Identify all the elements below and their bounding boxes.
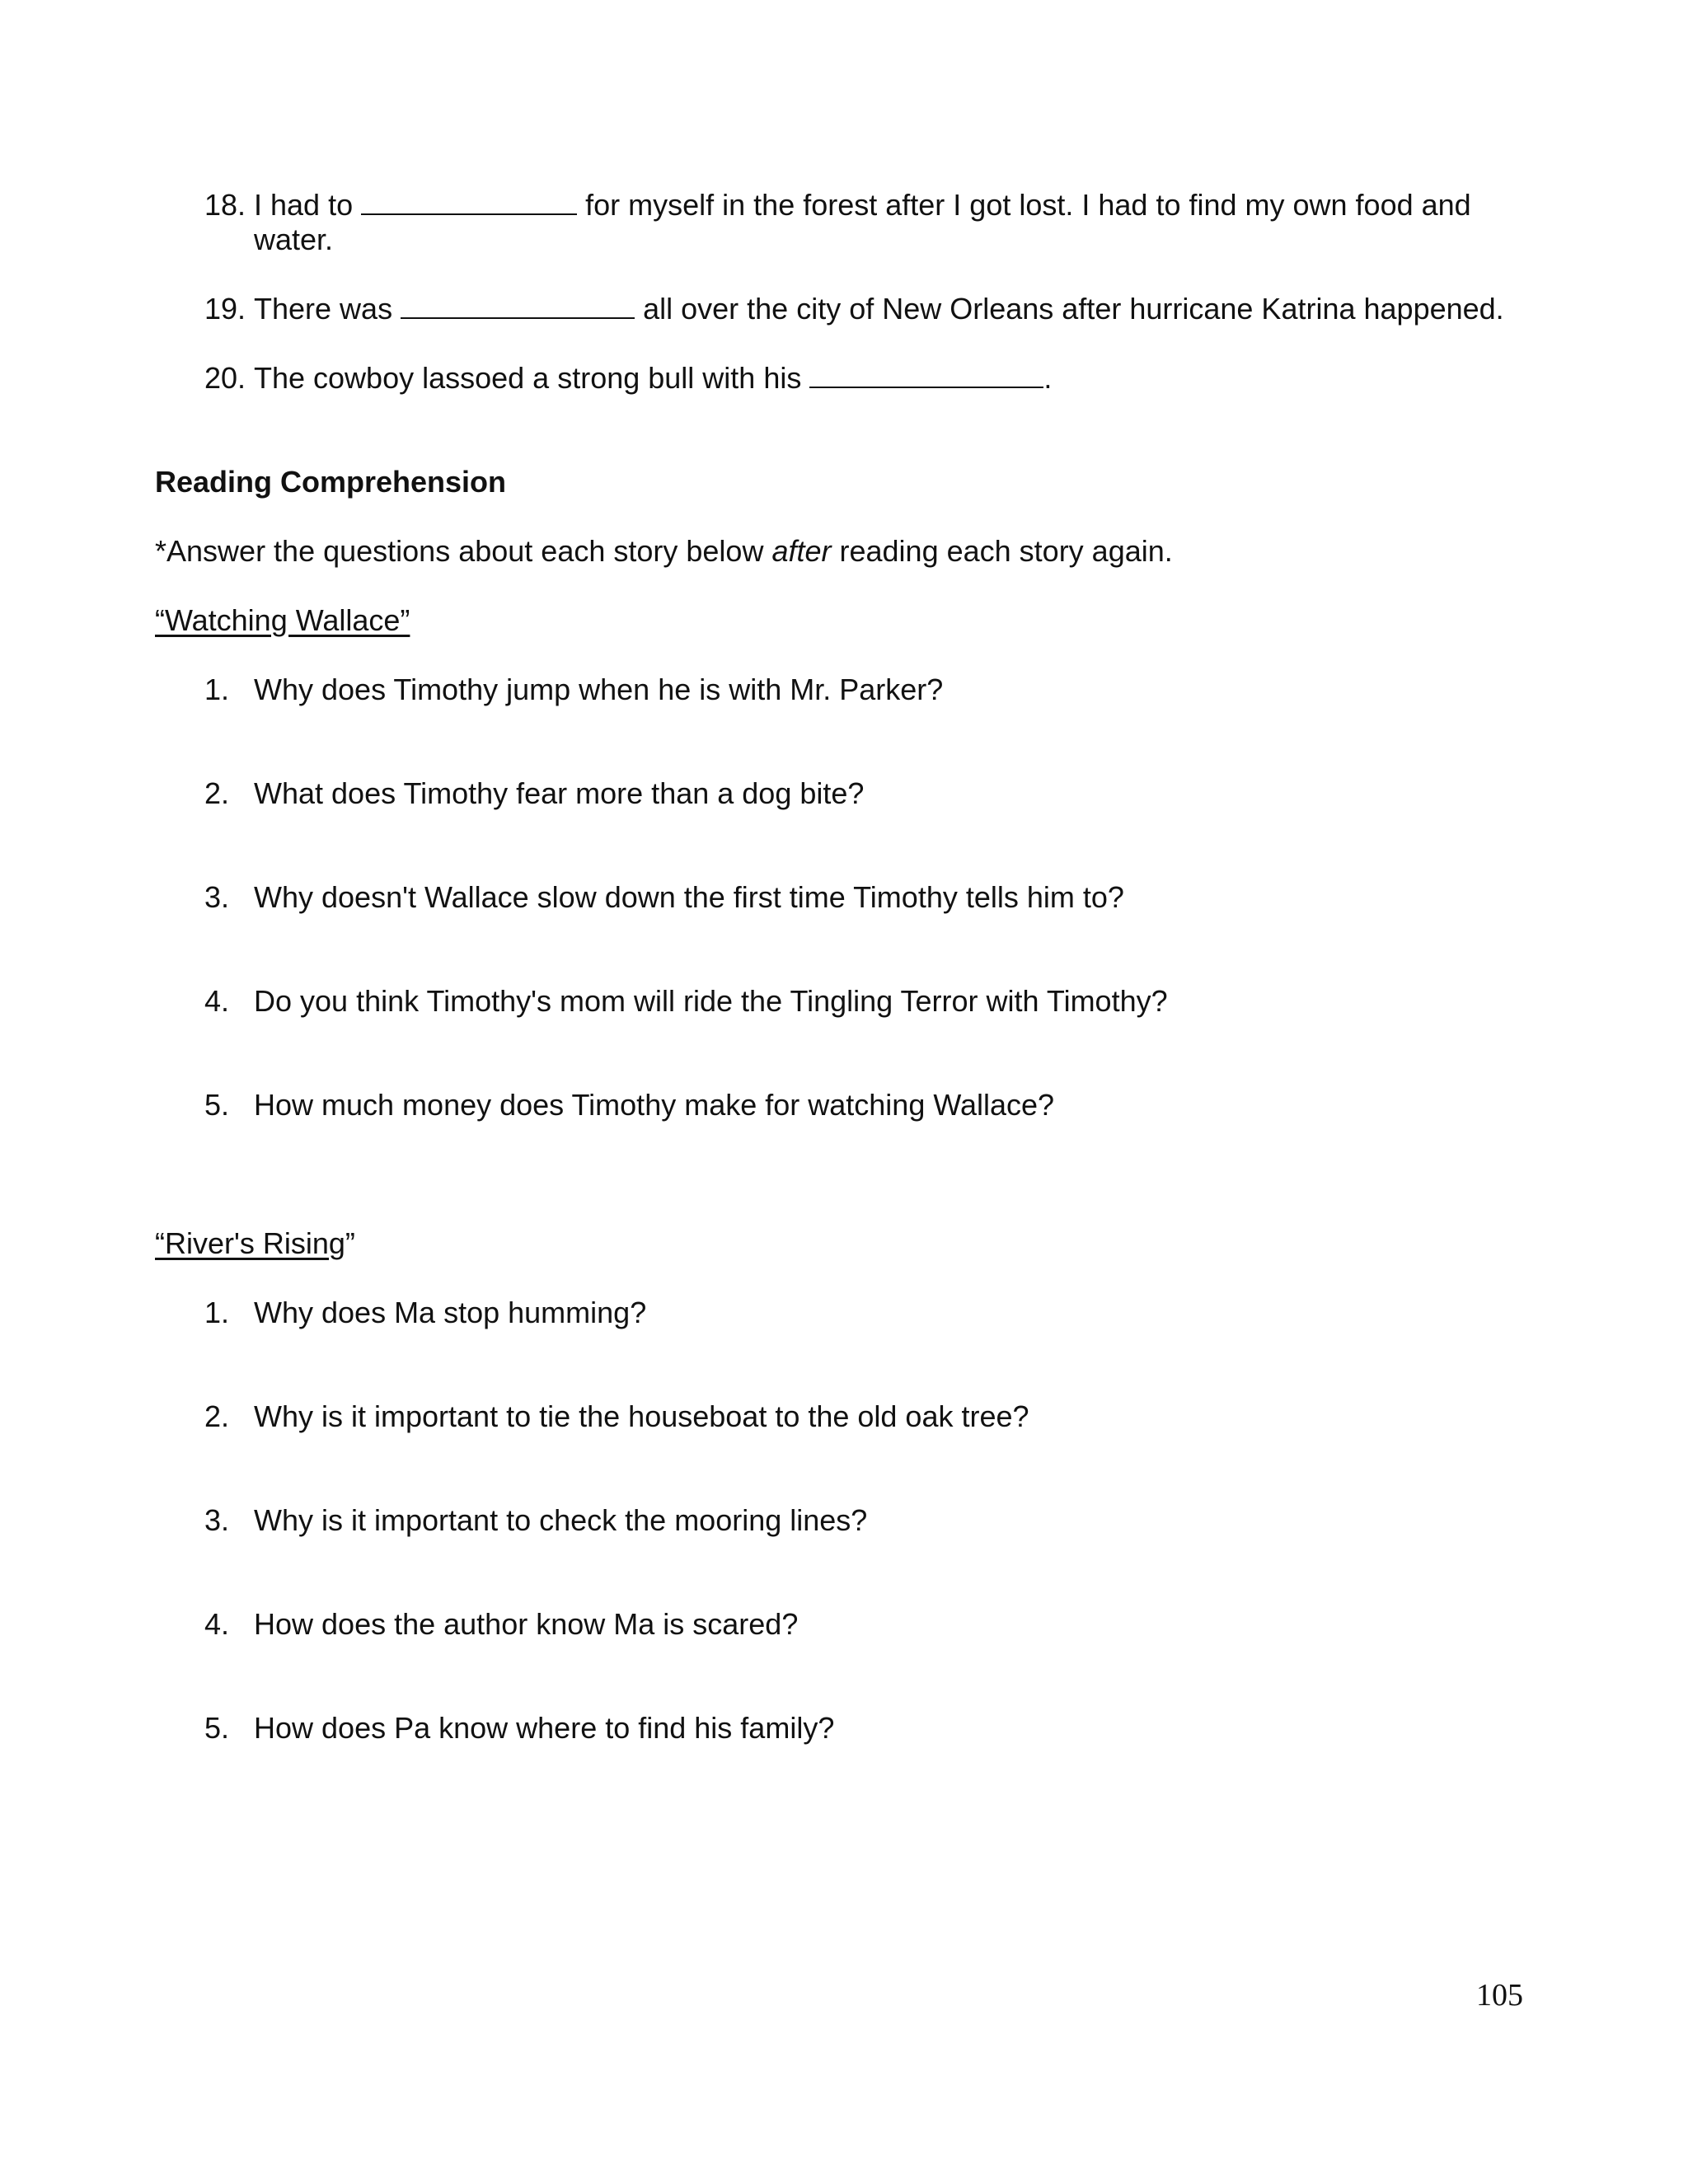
- item-text-before: There was: [254, 292, 393, 326]
- item-text: [254, 361, 1540, 396]
- answer-blank[interactable]: [361, 189, 577, 215]
- question-text: How much money does Timothy make for watching Wallace?: [254, 1088, 1055, 1122]
- question-number: 3.: [204, 880, 230, 914]
- instruction-pre: *Answer the questions about each story below: [155, 534, 772, 568]
- story-title-underlined: “River's Rising: [155, 1226, 345, 1260]
- question-text: Why does Ma stop humming?: [254, 1296, 647, 1329]
- item-text-after: for myself in the forest after I got lost. I had to find my own food and: [585, 188, 1471, 222]
- story-title-rivers-rising: [155, 1226, 355, 1261]
- question-text: What does Timothy fear more than a dog bite?: [254, 776, 865, 810]
- story-title-closing-quote: ”: [345, 1226, 355, 1260]
- question-text: How does Pa know where to find his family?: [254, 1711, 835, 1745]
- question-text: Do you think Timothy's mom will ride the Tingling Terror with Timothy?: [254, 984, 1168, 1018]
- question-number: 2.: [204, 776, 230, 810]
- instruction-emphasis: after: [771, 534, 832, 568]
- question-number: 2.: [204, 1399, 230, 1433]
- page-number: 105: [1476, 1978, 1523, 2013]
- item-number: 18.: [204, 188, 246, 222]
- item-number: 19.: [204, 292, 246, 326]
- item-text: [254, 292, 1540, 326]
- question-number: 1.: [204, 1296, 230, 1329]
- question-text: Why is it important to check the mooring lines?: [254, 1503, 868, 1537]
- question-number: 5.: [204, 1711, 230, 1745]
- question-text: Why is it important to tie the houseboat to the old oak tree?: [254, 1399, 1029, 1433]
- question-number: 4.: [204, 984, 230, 1018]
- item-text-before: The cowboy lassoed a strong bull with his: [254, 361, 802, 395]
- question-number: 4.: [204, 1607, 230, 1641]
- question-number: 1.: [204, 673, 230, 706]
- item-number: 20.: [204, 361, 246, 395]
- question-text: Why does Timothy jump when he is with Mr. Parker?: [254, 673, 944, 706]
- item-text-before: I had to: [254, 188, 354, 222]
- story-title-watching-wallace: “Watching Wallace”: [155, 603, 410, 637]
- question-number: 3.: [204, 1503, 230, 1537]
- section-title: Reading Comprehension: [155, 465, 507, 499]
- question-text: How does the author know Ma is scared?: [254, 1607, 799, 1641]
- item-text: [254, 188, 1540, 257]
- answer-blank[interactable]: [809, 362, 1043, 388]
- answer-blank[interactable]: [401, 293, 635, 319]
- item-text-after: .: [1043, 361, 1053, 395]
- instruction-post: reading each story again.: [831, 534, 1173, 568]
- question-number: 5.: [204, 1088, 230, 1122]
- item-text-after: all over the city of New Orleans after hurricane Katrina happened.: [643, 292, 1504, 326]
- instruction: [155, 534, 1173, 569]
- question-text: Why doesn't Wallace slow down the first time Timothy tells him to?: [254, 880, 1124, 914]
- item-text-continued: water.: [254, 223, 334, 256]
